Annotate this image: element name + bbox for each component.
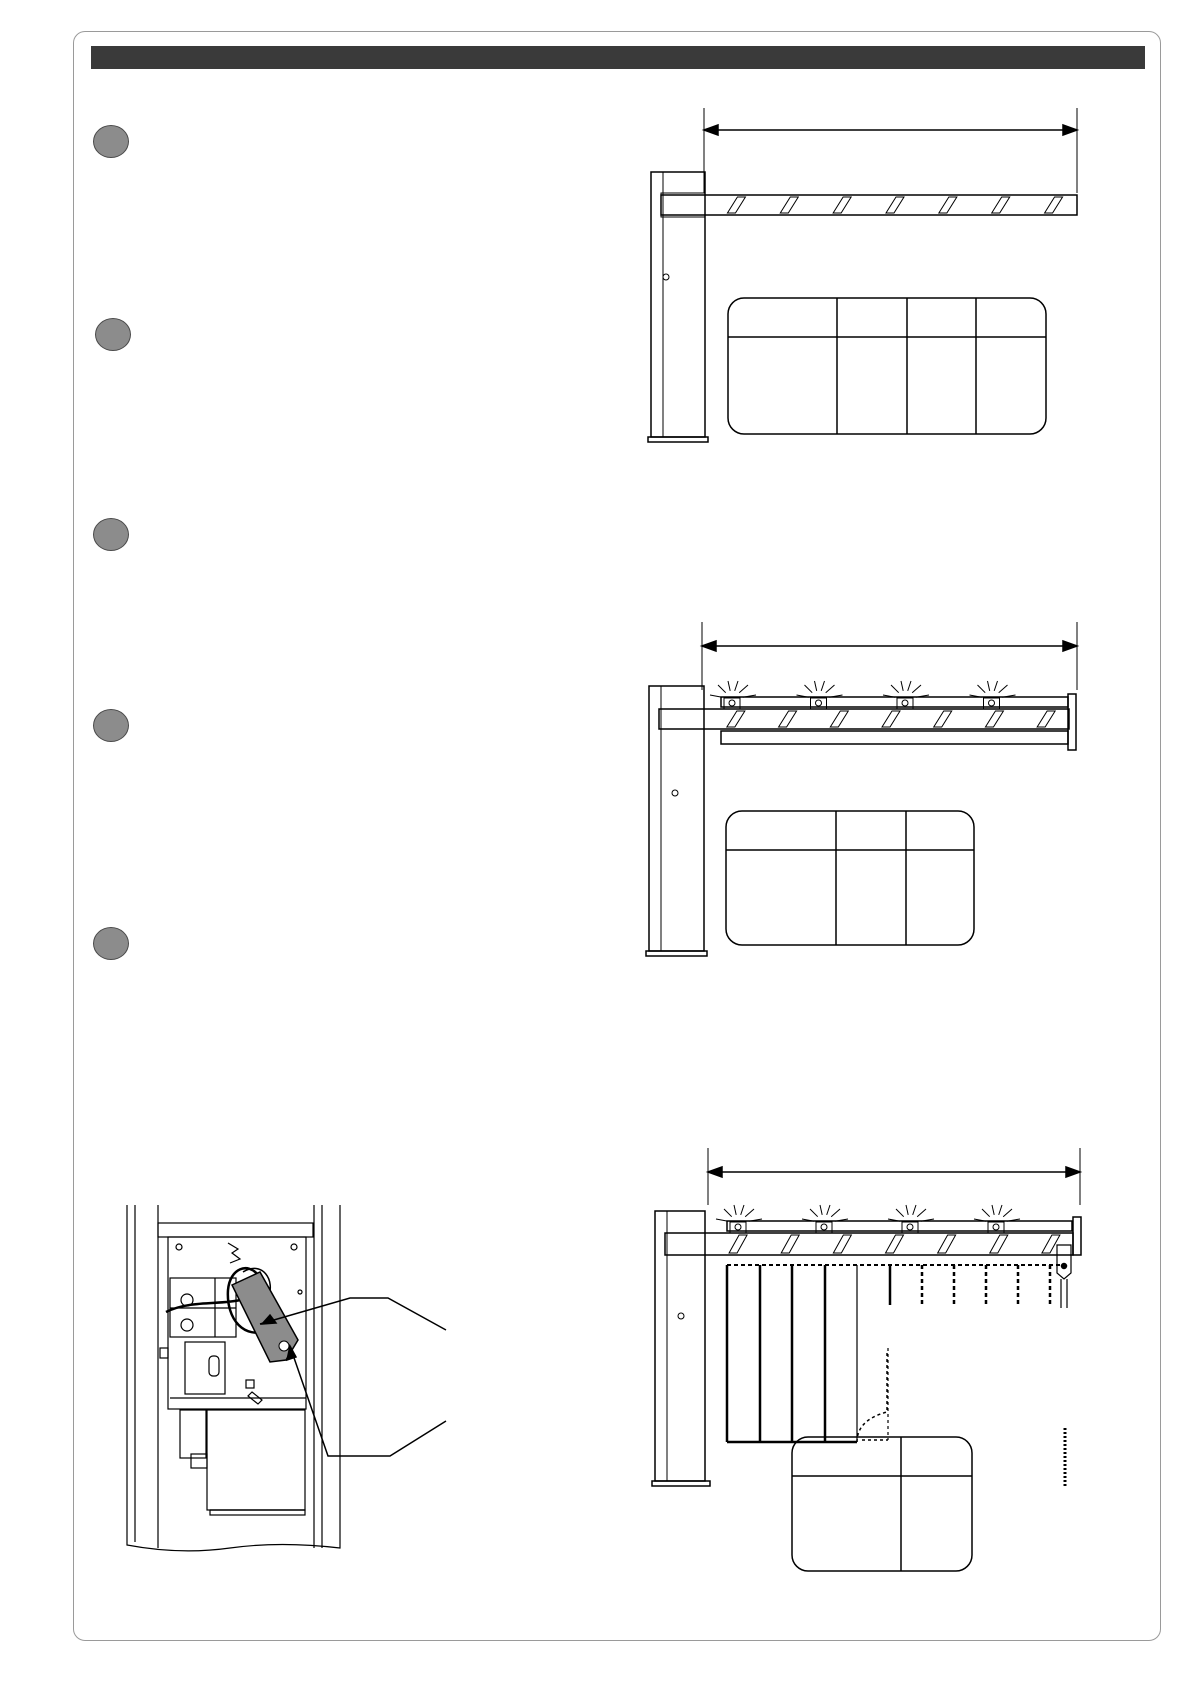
boom-reflector-stripe	[781, 1235, 799, 1253]
boom-light	[802, 1205, 848, 1233]
boom-reflector-stripe	[727, 197, 745, 213]
boom-light	[883, 681, 929, 709]
cabinet-bottom	[655, 1211, 705, 1481]
boom-reflector-stripe	[1045, 197, 1063, 213]
boom-reflector-stripe	[886, 197, 904, 213]
boom-light	[970, 681, 1016, 709]
boom-reflector-stripe	[727, 711, 745, 727]
step-badge-3	[93, 518, 129, 551]
cabinet-middle	[649, 686, 704, 951]
barrier-figure-middle	[0, 600, 1191, 1020]
boom-light	[710, 681, 756, 709]
boom-middle	[659, 709, 1069, 729]
boom-reflector-stripe	[729, 1235, 747, 1253]
skirt-bars	[727, 1265, 1065, 1487]
boom-reflector-stripe	[833, 1235, 851, 1253]
boom-light	[974, 1205, 1020, 1233]
spec-table-top	[728, 298, 1046, 434]
cabinet-interior-detail	[0, 1180, 480, 1580]
boom-reflector-stripe	[985, 711, 1003, 727]
callout-line-lower	[292, 1352, 446, 1456]
boom-reflector-stripe	[1037, 711, 1055, 727]
boom-reflector-stripe	[882, 711, 900, 727]
spec-table-bottom	[792, 1437, 972, 1571]
boom-reflector-stripe	[779, 711, 797, 727]
barrier-figure-top	[0, 0, 1191, 480]
boom-top	[661, 195, 1077, 215]
boom-reflector-stripe	[780, 197, 798, 213]
boom-reflector-stripe	[992, 197, 1010, 213]
spec-table-middle	[726, 811, 974, 945]
boom-reflector-stripe	[830, 711, 848, 727]
cabinet-top	[651, 172, 705, 437]
boom-reflector-stripe	[886, 1235, 904, 1253]
boom-reflector-stripe	[990, 1235, 1008, 1253]
boom-light	[888, 1205, 934, 1233]
boom-reflector-stripe	[833, 197, 851, 213]
boom-reflector-stripe	[934, 711, 952, 727]
boom-bottom	[665, 1233, 1073, 1255]
boom-reflector-stripe	[938, 1235, 956, 1253]
boom-reflector-stripe	[939, 197, 957, 213]
boom-light	[716, 1205, 762, 1233]
boom-light	[797, 681, 843, 709]
